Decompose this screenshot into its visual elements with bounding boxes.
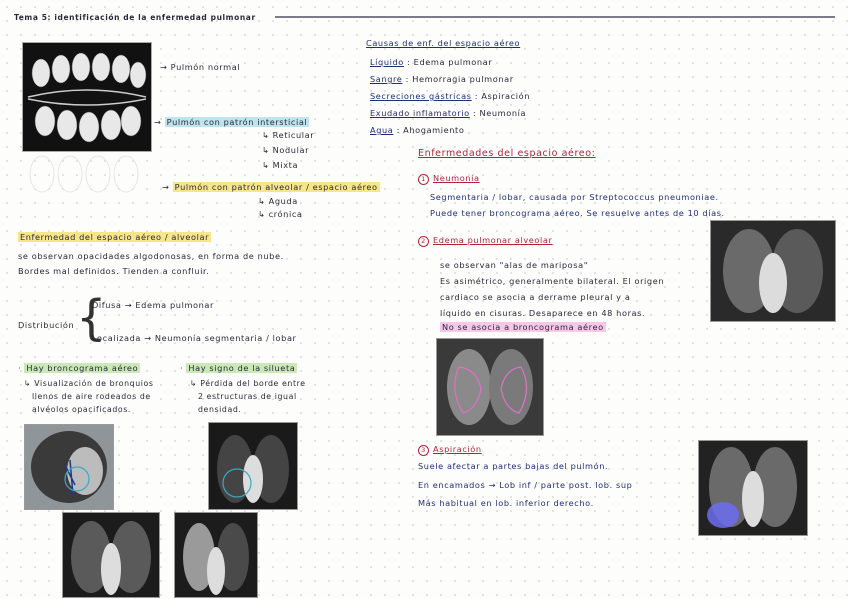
disease-1-line-1: Segmentaria / lobar, causada por Streptococcus pneumoniae. — [430, 192, 719, 202]
disease-2-line-1: se observan "alas de mariposa" — [440, 260, 589, 270]
sign-silhouette: · Hay signo de la silueta — [180, 363, 296, 373]
xray-edema-1 — [710, 220, 836, 322]
xray-aspiration — [698, 440, 808, 536]
sign-bronchogram-desc-3: alvéolos opacificados. — [32, 405, 131, 414]
disease-2-line-4: líquido en cisuras. Desaparece en 48 horas. — [440, 308, 646, 318]
disease-2-note: No se asocia a broncograma aéreo — [442, 322, 604, 332]
sign-silhouette-desc-2: 2 estructuras de igual — [198, 392, 297, 401]
distribution-label: Distribución — [18, 320, 75, 330]
disease-3-line-3: Más habitual en lob. inferior derecho. — [418, 498, 594, 508]
alveolar-desc-1: se observan opacidades algodonosas, en forma de nube. — [18, 251, 284, 261]
disease-3-line-2: En encamados → Lob inf / parte post. lob. sup — [418, 480, 633, 490]
header-rule — [275, 16, 835, 18]
causes-heading: Causas de enf. del espacio aéreo — [366, 38, 521, 48]
causes-list — [370, 57, 530, 142]
cause-item: Agua : Ahogamiento — [370, 125, 465, 135]
label-mixed: ↳ Mixta — [262, 160, 299, 170]
label-normal: → Pulmón normal — [160, 62, 241, 72]
label-acute: ↳ Aguda — [258, 196, 298, 206]
sign-silhouette-desc-3: densidad. — [198, 405, 242, 414]
label-alveolar: → Pulmón con patrón alveolar / espacio aéreo — [162, 182, 378, 192]
distribution-diffuse: Difusa → Edema pulmonar — [92, 300, 215, 310]
label-reticular: ↳ Reticular — [262, 130, 315, 140]
disease-2-title: 2 Edema pulmonar alveolar — [418, 235, 552, 247]
xray-chest-2 — [174, 512, 258, 598]
xray-edema-butterfly — [436, 338, 544, 436]
brace: { — [76, 290, 107, 346]
disease-1-title: 1 Neumonía — [418, 173, 480, 185]
lung-acini-diagram — [22, 42, 152, 152]
leaf-sketch — [22, 152, 152, 198]
cause-item: Secreciones gástricas : Aspiración — [370, 91, 531, 101]
cause-item: Líquido : Edema pulmonar — [370, 57, 493, 67]
disease-3-line-1: Suele afectar a partes bajas del pulmón. — [418, 461, 609, 471]
sign-bronchogram-desc-1: ↳ Visualización de bronquios — [24, 379, 154, 388]
cause-item: Exudado inflamatorio : Neumonía — [370, 108, 527, 118]
ct-bronchogram-image — [24, 424, 114, 510]
disease-2-line-3: cardiaco se asocia a derrame pleural y a — [440, 292, 631, 302]
alveolar-heading: Enfermedad del espacio aéreo / alveolar — [20, 232, 210, 242]
sign-silhouette-desc-1: ↳ Pérdida del borde entre — [190, 379, 306, 388]
disease-2-line-2: Es asimétrico, generalmente bilateral. El origen — [440, 276, 665, 286]
label-interstitial: → Pulmón con patrón intersticial — [154, 117, 308, 127]
alveolar-desc-2: Bordes mal definidos. Tienden a confluir. — [18, 266, 210, 276]
sign-bronchogram: · Hay broncograma aéreo — [18, 363, 139, 373]
disease-3-title: 3 Aspiración — [418, 444, 482, 456]
xray-silhouette-image — [208, 422, 298, 510]
cause-item: Sangre : Hemorragia pulmonar — [370, 74, 514, 84]
label-nodular: ↳ Nodular — [262, 145, 310, 155]
diseases-heading: Enfermedades del espacio aéreo: — [418, 148, 596, 159]
sign-bronchogram-desc-2: llenos de aire rodeados de — [32, 392, 151, 401]
label-chronic: ↳ crónica — [258, 209, 303, 219]
disease-1-line-2: Puede tener broncograma aéreo. Se resuelve antes de 10 días. — [430, 208, 725, 218]
xray-chest-1 — [62, 512, 160, 598]
page-title: Tema 5: identificación de la enfermedad pulmonar — [14, 13, 256, 22]
distribution-localized: Localizada → Neumonía segmentaria / lobar — [92, 333, 297, 343]
